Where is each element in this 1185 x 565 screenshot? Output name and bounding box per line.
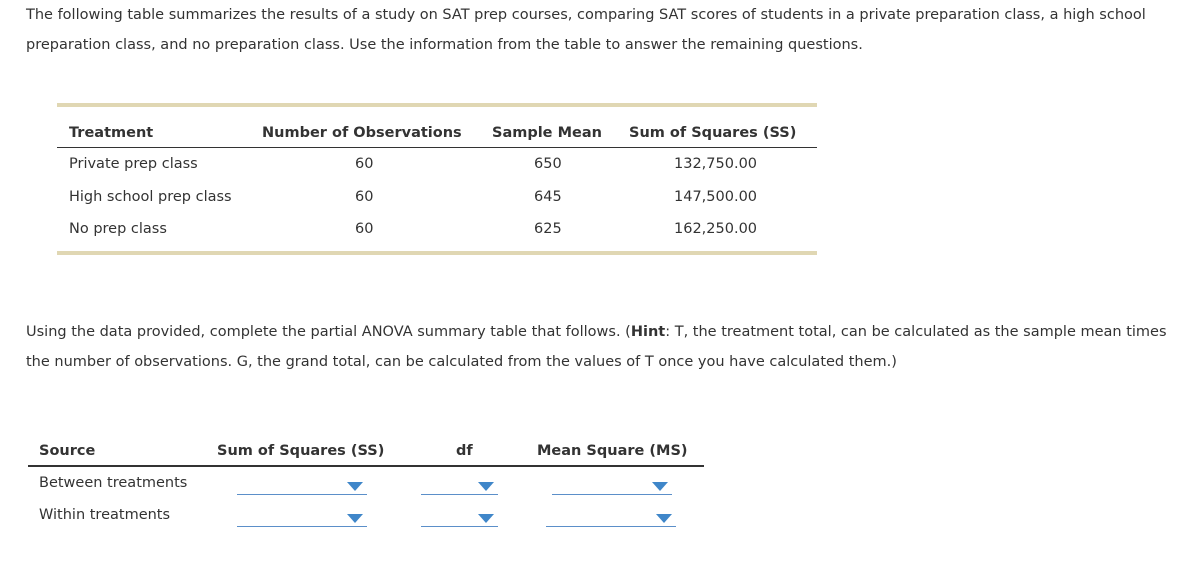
row-observations: 60 [355,221,374,237]
row-mean: 625 [534,221,562,237]
between-ss-dropdown[interactable] [237,474,367,495]
header-divider [57,147,817,148]
chevron-down-icon [656,514,672,523]
row-treatment: Private prep class [69,156,198,172]
row-mean: 645 [534,189,562,205]
header-sample-mean: Sample Mean [492,125,602,141]
chevron-down-icon [478,482,494,491]
instructions-paragraph [26,317,1176,377]
header-divider [28,465,704,467]
summary-table [57,103,817,255]
header-number-of-observations: Number of Observations [262,125,462,141]
header-mean-square: Mean Square (MS) [537,443,688,459]
intro-paragraph: The following table summarizes the results of a study on SAT prep courses, comparing SAT scores of students in a private preparation class, a high school preparation class, and no preparation class. Use the information from the table to answer the remaining questions. [26,7,1146,53]
row-ss: 162,250.00 [674,221,758,237]
row-label-between-treatments: Between treatments [39,475,188,491]
between-df-dropdown[interactable] [421,474,498,495]
row-ss: 132,750.00 [674,156,758,172]
header-source: Source [39,443,96,459]
within-df-dropdown[interactable] [421,506,498,527]
row-ss: 147,500.00 [674,189,758,205]
header-sum-of-squares: Sum of Squares (SS) [217,443,385,459]
row-label-within-treatments: Within treatments [39,507,171,523]
instructions-text: : T, the treatment total, can be calculated as the sample mean times the number of observations. G, the grand total, can be calculated from the values of T once you have calculated them.) [26,324,1167,370]
chevron-down-icon [652,482,668,491]
between-ms-dropdown[interactable] [552,474,672,495]
hint-label: Hint [630,324,666,340]
chevron-down-icon [347,514,363,523]
header-treatment: Treatment [69,125,154,141]
within-ms-dropdown[interactable] [546,506,676,527]
row-mean: 650 [534,156,562,172]
row-observations: 60 [355,189,374,205]
chevron-down-icon [478,514,494,523]
header-df: df [456,443,473,459]
instructions-text: Using the data provided, complete the partial ANOVA summary table that follows. ( [26,324,631,340]
header-sum-of-squares: Sum of Squares (SS) [629,125,797,141]
within-ss-dropdown[interactable] [237,506,367,527]
row-treatment: High school prep class [69,189,232,205]
row-treatment: No prep class [69,221,167,237]
anova-table [28,436,704,536]
chevron-down-icon [347,482,363,491]
row-observations: 60 [355,156,374,172]
